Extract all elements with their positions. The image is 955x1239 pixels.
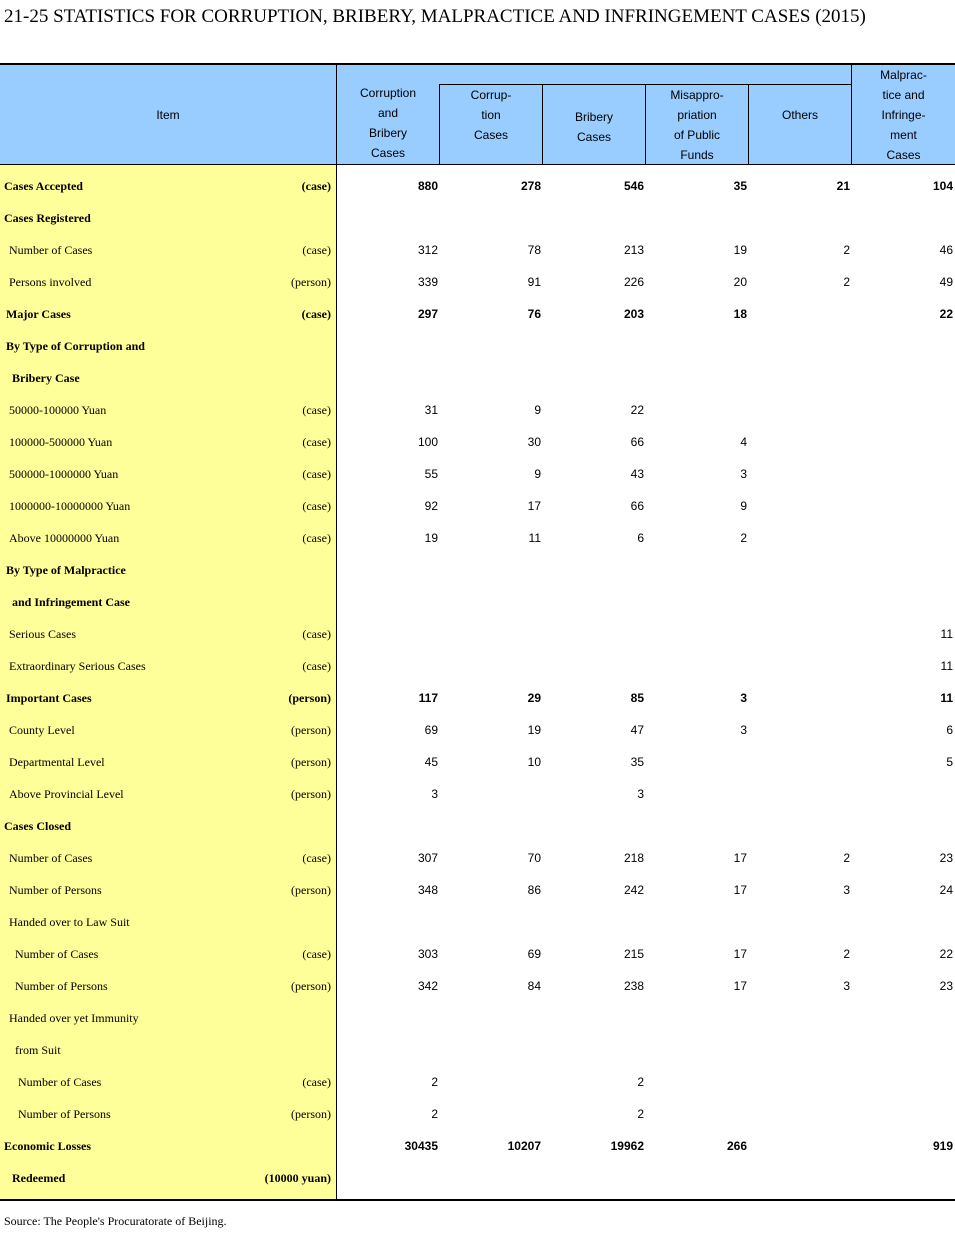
row-label: Handed over to Law Suit [9,915,130,929]
row-value: 6 [637,531,644,545]
row-value [544,1034,644,1066]
row-label: Departmental Level [9,755,105,769]
header-malpractice: Malprac- tice and Infringe- ment Cases [880,67,927,162]
row-label: Persons involved [9,275,92,289]
row-unit: (case) [302,947,331,961]
row-value: 919 [932,1139,953,1153]
row-value: 11 [528,531,541,545]
row-label: Above Provincial Level [9,787,124,801]
table-row [0,618,955,650]
table-row [0,426,955,458]
header-misappropriation: Misappro- priation of Public Funds [670,87,724,162]
row-value [750,778,850,810]
row-label: County Level [9,723,75,737]
row-value: 47 [630,723,644,737]
row-value [544,330,644,362]
row-value: 215 [623,947,644,961]
row-value: 3 [740,723,747,737]
row-unit: (case) [302,659,331,673]
row-value: 2 [637,1107,644,1121]
row-value [338,906,438,938]
row-value: 19 [527,723,541,737]
row-value [647,778,747,810]
table-row [0,170,955,202]
row-label: Number of Persons [15,979,108,993]
row-value [338,330,438,362]
row-value [647,650,747,682]
row-value: 104 [932,179,953,193]
row-value [647,586,747,618]
row-value [853,1098,953,1130]
row-value: 226 [623,275,644,289]
row-unit: (person) [291,755,331,769]
row-value: 78 [527,243,541,257]
row-value: 342 [417,979,438,993]
row-value [647,618,747,650]
row-value [338,1034,438,1066]
row-value: 70 [527,851,541,865]
table-row [0,330,955,362]
row-value [853,1066,953,1098]
row-label: from Suit [15,1043,61,1057]
row-value: 278 [520,179,541,193]
row-unit: (person) [291,275,331,289]
row-value [441,650,541,682]
row-value: 31 [424,403,438,417]
row-value: 2 [637,1075,644,1089]
header-corruption-bribery: Corruption and Bribery Cases [359,85,417,160]
row-value [544,650,644,682]
row-value [338,586,438,618]
row-label: Number of Cases [18,1075,102,1089]
row-label: Number of Cases [9,243,93,257]
row-value [647,1002,747,1034]
row-value [750,1034,850,1066]
row-value: 2 [843,243,850,257]
row-value [750,458,850,490]
row-value [750,682,850,714]
row-value [441,202,541,234]
table-row [0,298,955,330]
row-value: 3 [843,979,850,993]
row-value [544,1002,644,1034]
row-value [750,1098,850,1130]
row-value [853,1034,953,1066]
row-value: 91 [527,275,541,289]
row-value: 66 [630,435,644,449]
row-value [338,618,438,650]
row-value [750,1130,850,1162]
row-value: 49 [939,275,953,289]
header-item: Item [156,107,180,122]
row-unit: (case) [302,627,331,641]
row-value [853,522,953,554]
row-value: 30 [527,435,541,449]
row-label: Above 10000000 Yuan [9,531,120,545]
row-value [647,906,747,938]
row-value [853,1002,953,1034]
table-row [0,778,955,810]
row-unit: (case) [302,1075,331,1089]
table-row [0,874,955,906]
row-value [750,522,850,554]
row-value: 84 [527,979,541,993]
row-value [338,554,438,586]
row-value: 5 [946,755,953,769]
row-value: 35 [630,755,644,769]
table-row [0,362,955,394]
row-value: 85 [630,691,644,705]
row-value [544,906,644,938]
table-row [0,650,955,682]
row-label: Serious Cases [9,627,76,641]
row-label: Number of Cases [15,947,99,961]
table-row [0,1098,955,1130]
row-label: Important Cases [6,691,92,705]
source-note: Source: The People's Procuratorate of Beijing. [4,1214,227,1228]
page-title: 21-25 STATISTICS FOR CORRUPTION, BRIBERY, MALPRACTICE AND INFRINGEMENT CASES (2015) [4,6,866,27]
table-row [0,938,955,970]
row-value: 30435 [404,1139,438,1153]
row-unit: (case) [302,531,331,545]
row-value: 2 [740,531,747,545]
table-row [0,458,955,490]
table-row [0,554,955,586]
row-value [750,746,850,778]
row-value: 100 [417,435,438,449]
row-value: 29 [527,691,541,705]
row-value [853,586,953,618]
row-value: 117 [418,691,438,705]
row-value: 2 [843,851,850,865]
row-value: 24 [939,883,953,897]
row-value [853,458,953,490]
row-label: 500000-1000000 Yuan [9,467,119,481]
row-value [750,490,850,522]
row-value: 213 [623,243,644,257]
row-label: Extraordinary Serious Cases [9,659,146,673]
row-value: 2 [431,1075,438,1089]
table-row [0,1066,955,1098]
row-unit: (person) [291,723,331,737]
row-label: 1000000-10000000 Yuan [9,499,131,513]
row-value [647,330,747,362]
row-value: 11 [940,627,953,641]
row-label: Number of Cases [9,851,93,865]
row-value: 23 [939,851,953,865]
row-value [853,490,953,522]
row-label: Cases Closed [4,819,72,833]
row-value: 11 [940,659,953,673]
row-value [853,202,953,234]
row-value [750,650,850,682]
table-header [0,63,955,165]
row-value: 69 [527,947,541,961]
row-value [338,650,438,682]
row-value: 45 [424,755,438,769]
row-value [750,1002,850,1034]
row-value [441,1098,541,1130]
row-label: Redeemed [12,1171,66,1185]
row-value [750,1066,850,1098]
table-row [0,394,955,426]
row-value [647,362,747,394]
row-value [338,202,438,234]
row-value [750,298,850,330]
row-value [647,1162,747,1194]
row-unit: (person) [291,787,331,801]
table-row [0,714,955,746]
row-value: 20 [733,275,747,289]
row-value: 22 [939,947,953,961]
row-value: 2 [843,275,850,289]
row-value: 18 [733,307,747,321]
row-value [544,202,644,234]
table-row [0,234,955,266]
row-value [441,618,541,650]
row-value: 312 [417,243,438,257]
row-value [750,586,850,618]
row-value: 3 [431,787,438,801]
row-unit: (case) [302,851,331,865]
table-row [0,202,955,234]
row-value [544,1162,644,1194]
row-label: and Infringement Case [12,595,131,609]
row-value: 17 [527,499,541,513]
row-value: 203 [623,307,644,321]
row-value: 19 [424,531,438,545]
row-value [750,330,850,362]
row-label: Handed over yet Immunity [9,1011,139,1025]
row-value: 2 [431,1107,438,1121]
table-row [0,970,955,1002]
row-value [750,202,850,234]
row-value [338,1002,438,1034]
row-value [750,554,850,586]
row-unit: (person) [288,691,331,705]
table-row [0,586,955,618]
row-value: 10207 [507,1139,541,1153]
row-unit: (case) [302,243,331,257]
table-row [0,1130,955,1162]
row-value [750,1162,850,1194]
row-value: 21 [836,179,850,193]
table-row [0,1162,955,1194]
table-row [0,842,955,874]
row-value: 22 [939,307,953,321]
row-value [750,714,850,746]
row-label: By Type of Malpractice [6,563,126,577]
row-value: 3 [740,691,747,705]
row-value: 17 [733,947,747,961]
row-value [441,586,541,618]
table-row [0,1002,955,1034]
row-value [853,330,953,362]
row-value [647,1098,747,1130]
row-value: 23 [939,979,953,993]
table-row [0,490,955,522]
row-value [647,810,747,842]
row-value [647,202,747,234]
row-label: 100000-500000 Yuan [9,435,113,449]
row-label: Economic Losses [4,1139,91,1153]
row-value: 9 [534,403,541,417]
row-value: 2 [843,947,850,961]
row-label: Number of Persons [18,1107,111,1121]
row-value: 22 [630,403,644,417]
row-value [441,810,541,842]
row-label: Cases Registered [4,211,91,225]
row-value: 307 [417,851,438,865]
row-value [750,618,850,650]
header-bribery: Bribery Cases [574,109,613,144]
row-value [338,810,438,842]
row-unit: (case) [301,179,331,193]
row-value [750,362,850,394]
row-unit: (case) [301,307,331,321]
row-value: 218 [623,851,644,865]
row-value [750,426,850,458]
row-value [544,618,644,650]
row-value: 92 [424,499,438,513]
row-value [441,330,541,362]
row-value: 238 [623,979,644,993]
row-value [853,1162,953,1194]
row-label: Major Cases [6,307,71,321]
row-value [441,1162,541,1194]
row-unit: (case) [302,435,331,449]
row-value: 348 [417,883,438,897]
table-row [0,266,955,298]
row-label: 50000-100000 Yuan [9,403,107,417]
table-row [0,746,955,778]
row-value: 3 [740,467,747,481]
row-value [441,906,541,938]
row-value: 76 [527,307,541,321]
table-row [0,522,955,554]
row-value: 303 [417,947,438,961]
row-unit: (case) [302,499,331,513]
row-value [441,1066,541,1098]
row-value [544,810,644,842]
row-unit: (person) [291,1107,331,1121]
row-unit: (10000 yuan) [264,1171,331,1185]
row-value [853,810,953,842]
row-value: 4 [740,435,747,449]
row-value: 35 [733,179,747,193]
row-value [750,810,850,842]
row-value: 297 [417,307,438,321]
row-value: 6 [946,723,953,737]
row-value [853,394,953,426]
row-value [544,586,644,618]
row-value [750,906,850,938]
row-value [647,554,747,586]
row-value [338,362,438,394]
row-value [647,1066,747,1098]
row-value [853,554,953,586]
row-value: 10 [527,755,541,769]
table-row [0,810,955,842]
row-value: 19 [733,243,747,257]
row-value [441,778,541,810]
row-value [544,554,644,586]
row-label: By Type of Corruption and [6,339,145,353]
row-unit: (person) [291,883,331,897]
row-value: 266 [726,1139,747,1153]
row-value: 9 [740,499,747,513]
row-label: Bribery Case [12,371,80,385]
row-value [647,1034,747,1066]
row-value [544,362,644,394]
row-value [441,1034,541,1066]
row-unit: (case) [302,467,331,481]
row-value: 242 [623,883,644,897]
row-value: 46 [939,243,953,257]
row-value: 11 [940,691,953,705]
row-value: 17 [733,979,747,993]
row-value: 546 [623,179,644,193]
header-others: Others [781,107,818,122]
row-value: 55 [424,467,438,481]
row-value [441,362,541,394]
table-row [0,682,955,714]
table-row [0,1034,955,1066]
row-value [853,362,953,394]
row-value: 3 [843,883,850,897]
row-value: 17 [733,883,747,897]
row-unit: (case) [302,403,331,417]
row-value: 17 [733,851,747,865]
row-value [647,746,747,778]
row-value: 3 [637,787,644,801]
row-label: Number of Persons [9,883,102,897]
row-value [441,554,541,586]
row-value: 69 [424,723,438,737]
header-corruption: Corrup- tion Cases [470,88,512,142]
table-row [0,906,955,938]
row-value [853,426,953,458]
row-value [338,1162,438,1194]
row-value: 86 [527,883,541,897]
row-value [853,906,953,938]
row-value [750,394,850,426]
row-value [647,394,747,426]
row-value [853,778,953,810]
row-unit: (person) [291,979,331,993]
row-value: 43 [630,467,644,481]
row-value: 880 [417,179,438,193]
row-value: 339 [417,275,438,289]
row-label: Cases Accepted [4,179,83,193]
row-value [441,1002,541,1034]
row-value: 9 [534,467,541,481]
row-value: 66 [630,499,644,513]
row-value: 19962 [610,1139,644,1153]
table-bottom-rule [0,1199,955,1201]
